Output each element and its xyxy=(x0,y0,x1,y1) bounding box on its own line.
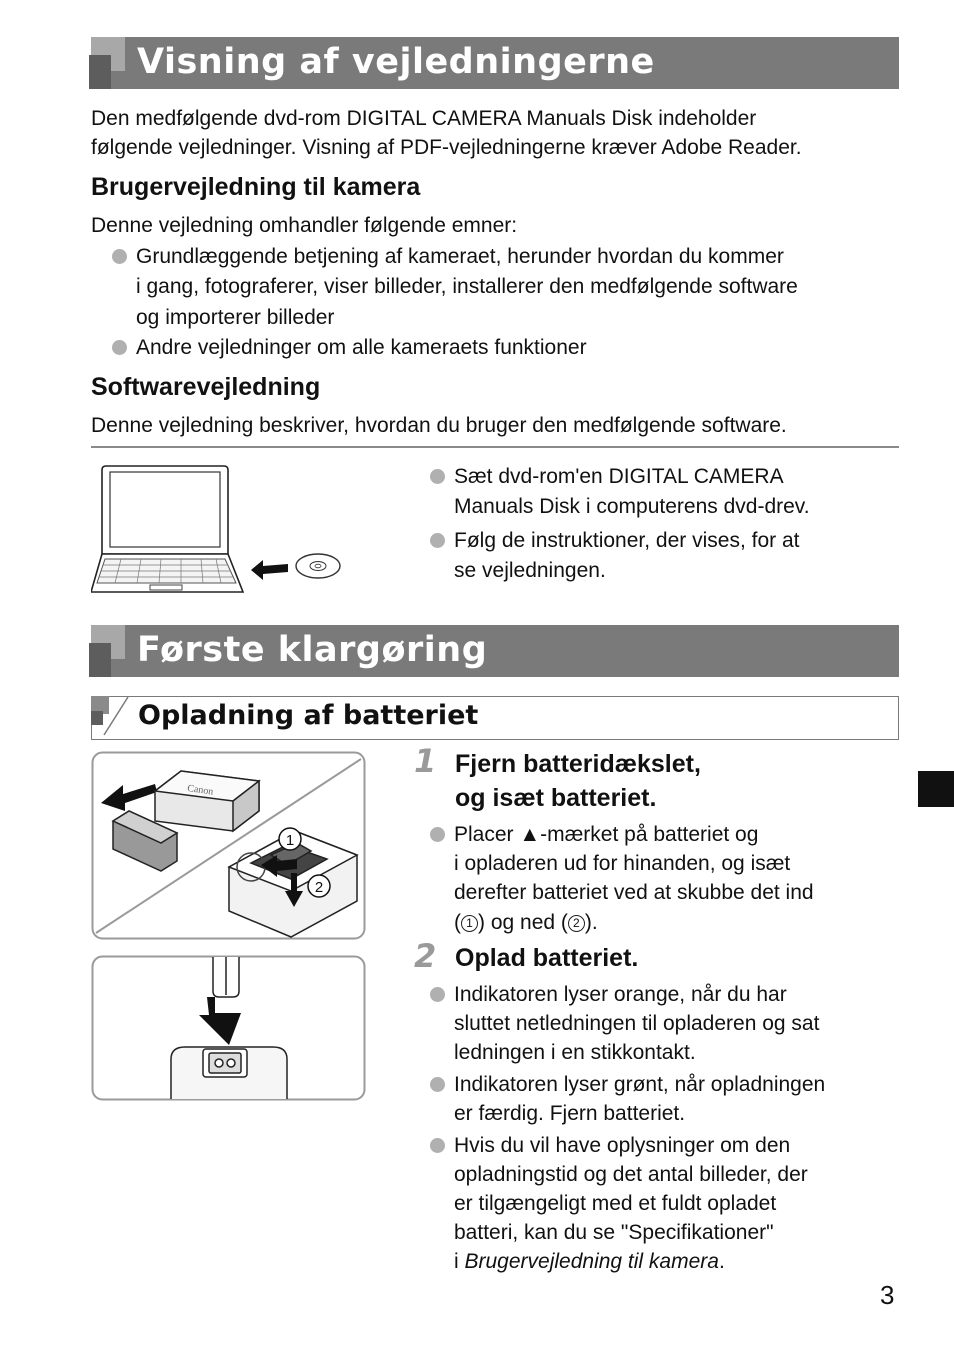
disc-icon xyxy=(296,554,340,578)
section-title: Visning af vejledningerne xyxy=(137,42,655,82)
software-guide-heading: Softwarevejledning xyxy=(91,373,321,401)
bullet-text: er tilgængeligt med et fuldt opladet xyxy=(454,1192,777,1215)
step-2-title: Oplad batteriet. xyxy=(455,944,639,972)
bullet-text: Andre vejledninger om alle kameraets funktioner xyxy=(136,336,587,359)
step-1-title-line-1: Fjern batteridækslet, xyxy=(455,750,701,778)
callout-2-icon: 2 xyxy=(568,915,585,932)
bullet-text-with-reference: i Brugervejledning til kamera. xyxy=(454,1250,725,1273)
charger-plug-illustration xyxy=(91,955,367,1101)
laptop-icon xyxy=(91,466,243,592)
manual-reference: Brugervejledning til kamera xyxy=(464,1250,719,1273)
header-square-shadow xyxy=(89,643,111,677)
page-number: 3 xyxy=(880,1280,895,1310)
bullet-text: opladningstid og det antal billeder, der xyxy=(454,1163,808,1186)
bullet-text: er færdig. Fjern batteriet. xyxy=(454,1102,686,1125)
bullet-dot xyxy=(112,340,127,355)
step-1-number: 1 xyxy=(414,742,437,780)
bullet-text: sluttet netledningen til opladeren og sat xyxy=(454,1012,820,1035)
brand-label: Canon xyxy=(186,783,214,798)
arrow-left-icon xyxy=(251,560,288,580)
divider xyxy=(91,446,899,448)
bullet-text: og importerer billeder xyxy=(136,306,335,329)
callout-1-icon: 1 xyxy=(461,915,478,932)
bullet-text: Sæt dvd-rom'en DIGITAL CAMERA xyxy=(454,465,784,488)
callout-1 xyxy=(279,828,301,850)
chapter-tab-marker xyxy=(918,771,954,807)
camera-guide-desc: Denne vejledning omhandler følgende emner: xyxy=(91,214,518,237)
charger-body-icon xyxy=(171,1047,287,1099)
bullet-text: i gang, fotograferer, viser billeder, installerer den medfølgende software xyxy=(136,275,798,298)
callout-2 xyxy=(308,875,330,897)
bullet-dot xyxy=(430,1138,445,1153)
bullet-text: Manuals Disk i computerens dvd-drev. xyxy=(454,495,810,518)
bullet-text: ledningen i en stikkontakt. xyxy=(454,1041,696,1064)
bullet-text: Indikatoren lyser orange, når du har xyxy=(454,983,787,1006)
header-square-shadow xyxy=(89,55,111,89)
bullet-text: Hvis du vil have oplysninger om den xyxy=(454,1134,791,1157)
section-header-manuals xyxy=(91,37,899,89)
svg-text:1: 1 xyxy=(285,832,295,849)
bullet-dot xyxy=(430,533,445,548)
bullet-dot xyxy=(430,827,445,842)
bullet-text: Indikatoren lyser grønt, når opladningen xyxy=(454,1073,826,1096)
subsection-title: Opladning af batteriet xyxy=(138,700,479,731)
camera-guide-heading: Brugervejledning til kamera xyxy=(91,173,421,201)
power-cord-icon xyxy=(213,957,239,997)
battery-icon xyxy=(155,771,259,831)
section-title: Første klargøring xyxy=(137,630,488,670)
software-guide-desc: Denne vejledning beskriver, hvordan du bruger den medfølgende software. xyxy=(91,414,787,437)
intro-line-1: Den medfølgende dvd-rom DIGITAL CAMERA Manuals Disk indeholder xyxy=(91,107,757,130)
bullet-dot xyxy=(430,469,445,484)
bullet-text: Grundlæggende betjening af kameraet, herunder hvordan du kommer xyxy=(136,245,784,268)
bullet-text: batteri, kan du se "Specifikationer" xyxy=(454,1221,774,1244)
subheader-slash xyxy=(102,697,132,739)
bullet-text: i opladeren ud for hinanden, og isæt xyxy=(454,852,791,875)
bullet-text: se vejledningen. xyxy=(454,559,606,582)
step-1-title-line-2: og isæt batteriet. xyxy=(455,784,657,812)
step-2-number: 2 xyxy=(414,937,437,975)
section-header-setup xyxy=(91,625,899,677)
subsection-header-charging xyxy=(91,696,899,740)
bullet-dot xyxy=(112,249,127,264)
laptop-disc-illustration xyxy=(91,462,346,598)
svg-text:2: 2 xyxy=(314,879,324,896)
battery-insert-illustration xyxy=(91,751,367,941)
bullet-dot xyxy=(430,1077,445,1092)
bullet-text: Placer ▲-mærket på batteriet og xyxy=(454,823,759,846)
bullet-text: derefter batteriet ved at skubbe det ind xyxy=(454,881,814,904)
bullet-dot xyxy=(430,987,445,1002)
intro-line-2: følgende vejledninger. Visning af PDF-vejledningerne kræver Adobe Reader. xyxy=(91,136,802,159)
bullet-text: Følg de instruktioner, der vises, for at xyxy=(454,529,800,552)
bullet-text-with-callouts: ( 1 ) og ned ( 2 ). xyxy=(454,911,598,934)
